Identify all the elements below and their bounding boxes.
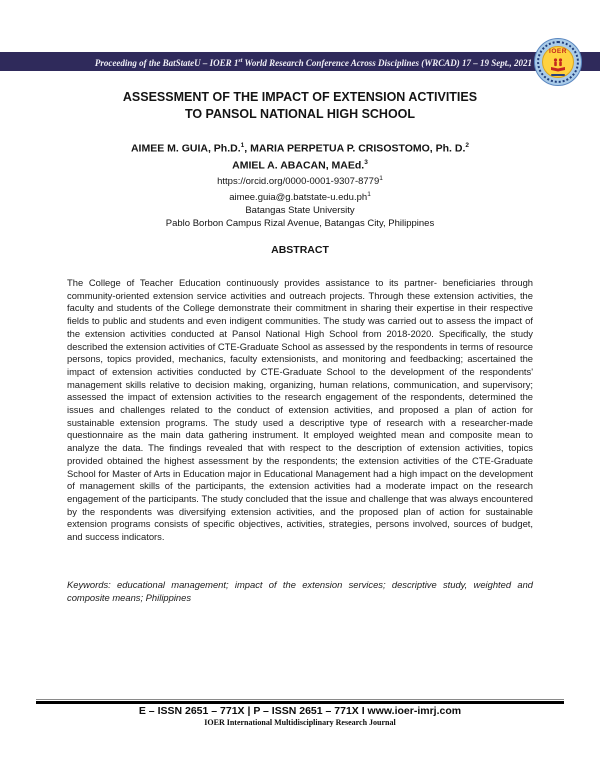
footer-rule (36, 699, 564, 704)
orcid-sup: 1 (379, 175, 383, 182)
footer-journal-name: IOER International Multidisciplinary Research Journal (204, 718, 396, 727)
page-title (0, 89, 600, 123)
author-sup-1: 1 (240, 142, 245, 149)
author-name-3: AMIEL A. ABACAN, MAEd. (232, 159, 365, 171)
conference-banner-sup: st (238, 58, 243, 64)
paper-title-line2: TO PANSOL NATIONAL HIGH SCHOOL (184, 107, 416, 121)
paper-title-line1: ASSESSMENT OF THE IMPACT OF EXTENSION ACTIVITIES (122, 90, 478, 104)
keywords-line: Keywords: educational management; impact of the extension services; descriptive study, weighted and composite means; Philippines (67, 579, 533, 603)
author-line-1 (0, 139, 600, 156)
open-book-icon (549, 58, 567, 72)
abstract-body: The College of Teacher Education continuously provides assistance to its partner- beneficiaries through community-oriented extension service activities and outreach projects. Through these extension activities, the faculty and students of the College demonstrate their commitment in sharing their expertise in their respective fields to public and students and even indigent communities. The study was carried out to assess the impact of the extension activities conducted at Pansol National High School from 2018-2020. Specifically, the study described the extension activities of CTE-Graduate School as assessed by the respondents in terms of resource persons, topics provided, mechanics, faculty extensionists, and monitoring and feedbacking; ascertained the impact of extension activities conducted by CTE-Graduate School to the development of the respondents' management skills relative to decision making, organizing, human relations, communication, and supervisory; assessed the impact of extension activities to the research engagement of the respondents, determined the issues and challenges related to the conduct of extension activities, and proposed a plan of action for sustainable extension programs. The study used a descriptive type of research with a researcher-made questionnaire as the main data gathering instrument. It employed weighted mean and composite mean to analyze the data. The findings revealed that with respect to the description of extension activities, topics provided obtained the highest assessment by the respondents; the extension activities of the CTE-Graduate School for Master of Arts in Education major in Educational Management had a high impact on the development of management skills of the participants, the extension activities had a moderate impact on the research engagement of the participants. The study concluded that the issue and challenge that was always encountered by the respondents was diversifying extension activities, and the proposed plan of action for sustainable extension programs consists of specific objectives, activities, strategies, persons involved, sources of budget, and success indicators. (67, 277, 533, 543)
ioer-logo (534, 38, 582, 86)
orcid-link[interactable]: https://orcid.org/0000-0001-9307-8779 (217, 176, 380, 188)
logo-acronym: IOER (549, 48, 567, 55)
orcid-line (0, 172, 600, 188)
header-bar (0, 52, 600, 71)
author-line-2 (0, 156, 600, 173)
footer-issn-text: E – ISSN 2651 – 771X | P – ISSN 2651 – 771X I (138, 705, 368, 717)
logo-band (551, 74, 565, 77)
conference-banner-text: Proceeding of the BatStateU – IOER 1 (94, 58, 239, 68)
email-sup: 1 (367, 191, 371, 199)
author-sup-2: 2 (465, 142, 470, 149)
author-block (0, 139, 600, 230)
author-sup-3: 3 (364, 158, 368, 166)
author-name-1: AIMEE M. GUIA, Ph.D. (130, 142, 241, 155)
affiliation-campus: Pablo Borbon Campus Rizal Avenue, Batangas City, Philippines (165, 218, 435, 230)
conference-banner-text-end: World Research Conference Across Disciplines (WRCAD) 17 – 19 Sept., 2021 (242, 58, 532, 68)
email-link[interactable]: aimee.guia@g.batstate-u.edu.ph (229, 192, 368, 204)
email-line (0, 188, 600, 204)
author-name-2: , MARIA PERPETUA P. CRISOSTOMO, Ph. D. (244, 142, 466, 155)
footer-site-link[interactable]: www.ioer-imrj.com (367, 705, 462, 717)
affiliation-university: Batangas State University (245, 205, 355, 217)
footer-issn-line (0, 705, 600, 717)
abstract-heading: ABSTRACT (271, 244, 329, 256)
